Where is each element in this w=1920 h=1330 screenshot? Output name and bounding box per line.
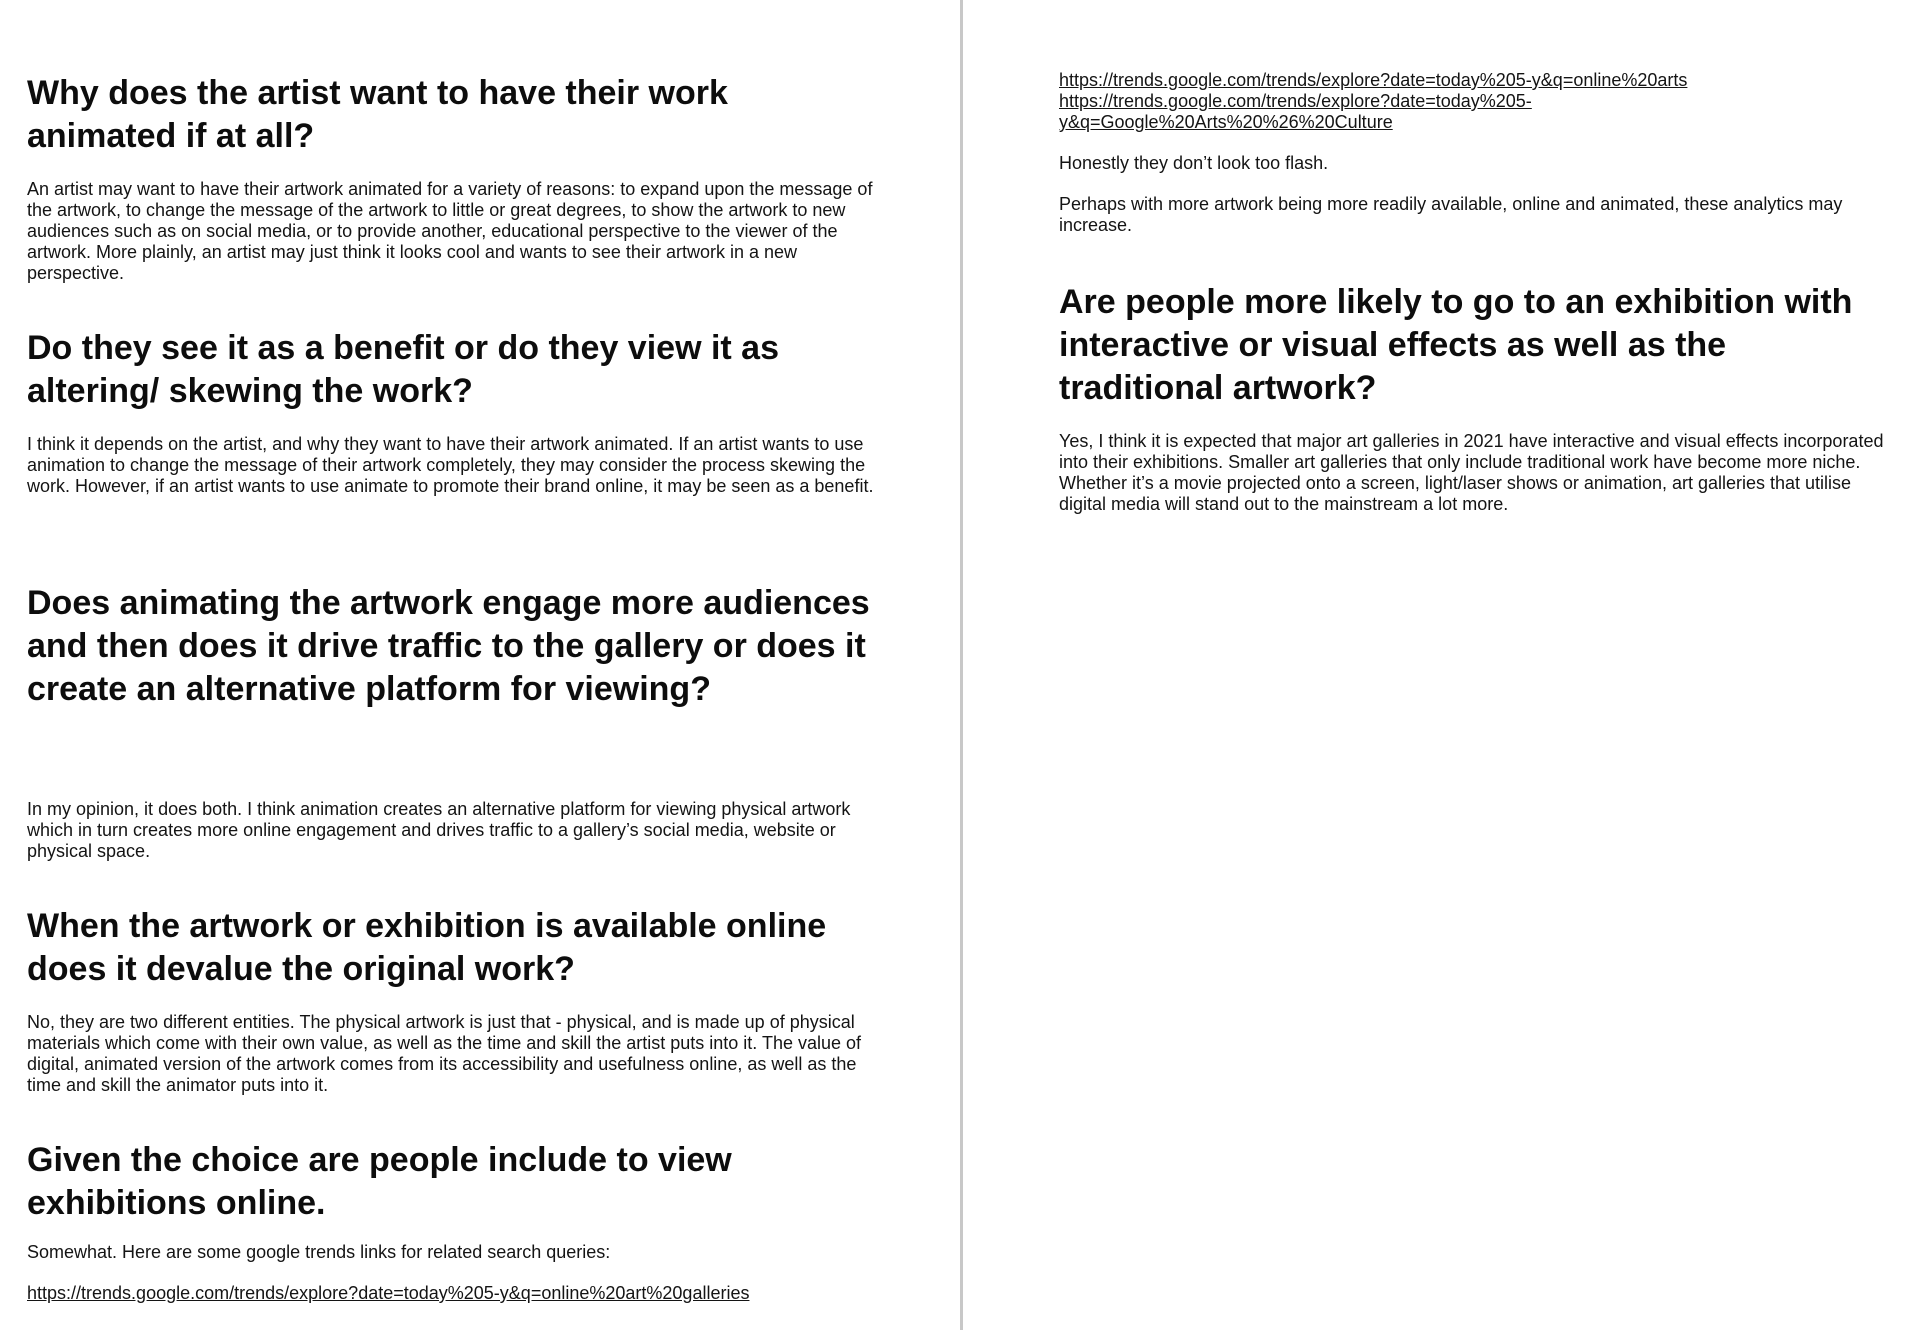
section-heading: Given the choice are people include to view exhibitions online. [27, 1141, 732, 1222]
google-trends-link-line[interactable]: y&q=Google%20Arts%20%26%20Culture [1059, 112, 1393, 132]
section-heading: Why does the artist want to have their work animated if at all? [27, 74, 728, 155]
section-heading: Does animating the artwork engage more audiences and then does it drive traffic to the gallery or does it create an alternative platform for viewing? [27, 584, 870, 708]
google-trends-link[interactable]: https://trends.google.com/trends/explore?date=today%205-y&q=online%20art%20galleries [27, 1283, 750, 1303]
section-body: No, they are two different entities. The physical artwork is just that - physical, and is made up of physical materials which come with their own value, as well as the time and skill the artist puts into it. The value of digital, animated version of the artwork comes from its accessibility and usefulness online, as well as the time and skill the animator puts into it. [27, 1012, 862, 1095]
section-heading: When the artwork or exhibition is available online does it devalue the original work? [27, 907, 827, 988]
section-heading: Do they see it as a benefit or do they view it as altering/ skewing the work? [27, 329, 780, 410]
section-body: Yes, I think it is expected that major art galleries in 2021 have interactive and visual effects incorporated into their exhibitions. Smaller art galleries that only include traditional work have become more niche. Whether it’s a movie projected onto a screen, light/laser shows or animation, art galleries that utilise digital media will stand out to the mainstream a lot more. [1059, 431, 1884, 514]
section-body: Somewhat. Here are some google trends links for related search queries: [27, 1242, 611, 1262]
section-heading: Are people more likely to go to an exhibition with interactive or visual effects as well as the traditional artwork? [1059, 283, 1853, 407]
section-body: I think it depends on the artist, and why they want to have their artwork animated. If an artist wants to use animation to change the message of their artwork completely, they may consider the process skewing the work. However, if an artist wants to use animate to promote their brand online, it may be seen as a benefit. [27, 434, 874, 496]
section-body: In my opinion, it does both. I think animation creates an alternative platform for viewing physical artwork which in turn creates more online engagement and drives traffic to a gallery’s social media, website or physical space. [27, 799, 851, 861]
paragraph: Honestly they don’t look too flash. [1059, 153, 1329, 173]
google-trends-link[interactable]: https://trends.google.com/trends/explore?date=today%205-y&q=online%20arts [1059, 70, 1688, 90]
page-divider [960, 0, 963, 1330]
google-trends-link-wrapped[interactable] [1059, 91, 1532, 133]
google-trends-link-line[interactable]: https://trends.google.com/trends/explore?date=today%205- [1059, 91, 1532, 111]
paragraph: Perhaps with more artwork being more readily available, online and animated, these analytics may increase. [1059, 194, 1843, 235]
section-body: An artist may want to have their artwork animated for a variety of reasons: to expand upon the message of the artwork, to change the message of the artwork to little or great degrees, to show the artwork to new audiences such as on social media, or to provide another, educational perspective to the viewer of the artwork. More plainly, an artist may just think it looks cool and wants to see their artwork in a new perspective. [27, 179, 873, 283]
